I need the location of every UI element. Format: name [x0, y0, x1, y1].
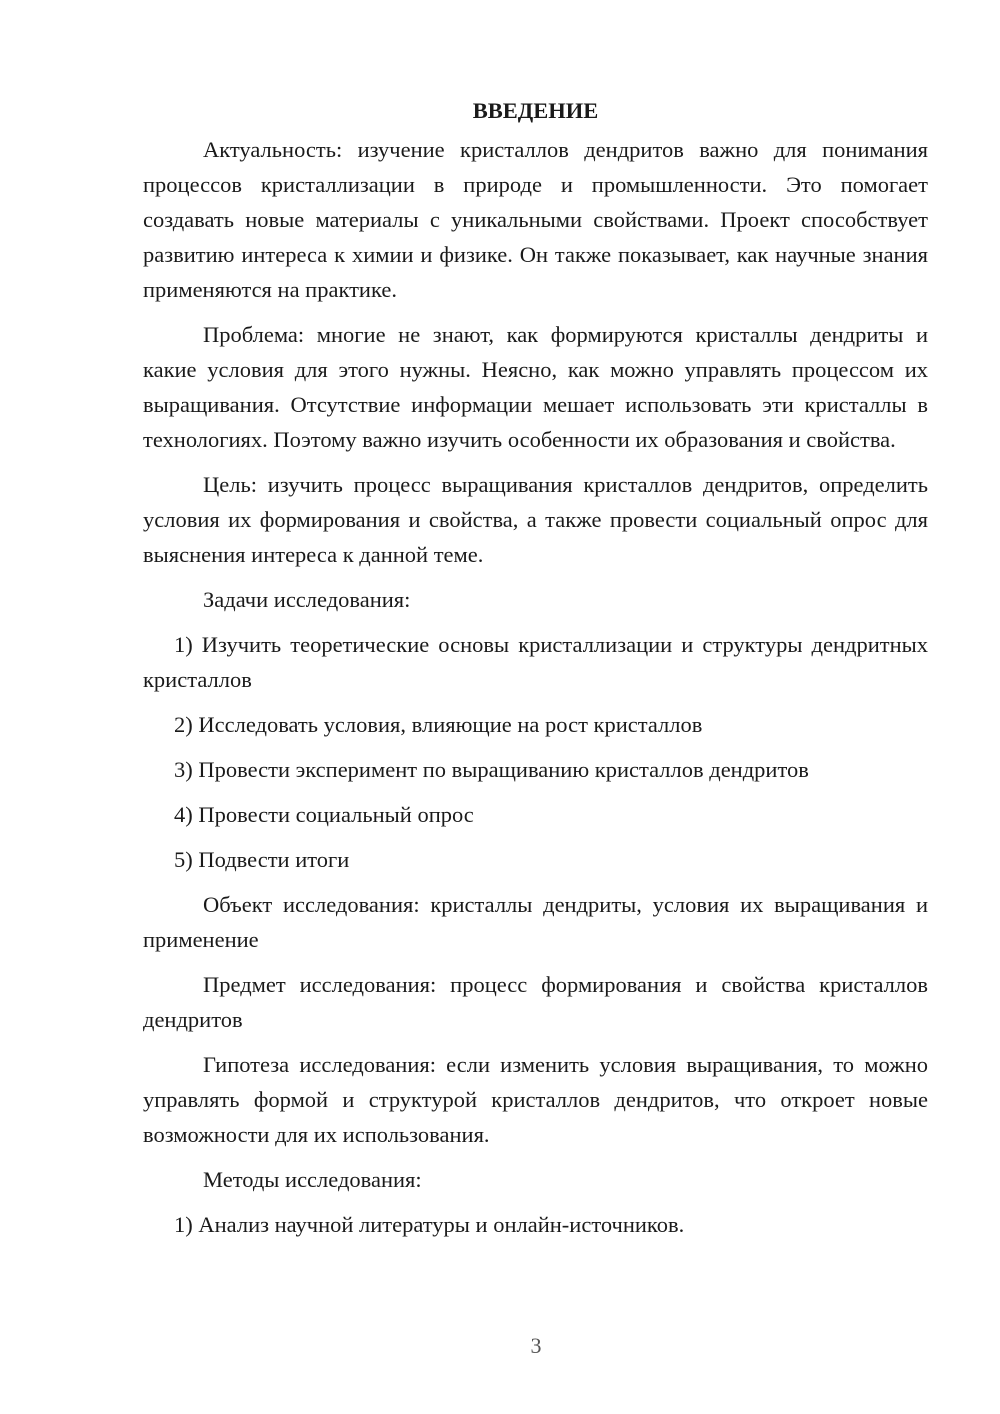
- task-item: 3) Провести эксперимент по выращиванию кристаллов дендритов: [174, 757, 809, 782]
- method-item: 1) Анализ научной литературы и онлайн-источников.: [174, 1212, 685, 1237]
- subject-paragraph: Предмет исследования: процесс формирования и свойства кристаллов дендритов: [143, 972, 928, 1032]
- methods-label: Методы исследования:: [203, 1167, 422, 1192]
- task-item: 2) Исследовать условия, влияющие на рост кристаллов: [174, 712, 703, 737]
- relevance-paragraph: Актуальность: изучение кристаллов дендритов важно для понимания процессов кристаллизации в природе и промышленности. Это помогает создавать новые материалы с уникальными свойствами. Проект способствует развитию интереса к химии и физике. Он также показывает, как научные знания применяются на практике.: [143, 137, 928, 302]
- tasks-label: Задачи исследования:: [203, 587, 411, 612]
- task-item: 4) Провести социальный опрос: [174, 802, 474, 827]
- task-item: 1) Изучить теоретические основы кристаллизации и структуры дендритных кристаллов: [143, 632, 928, 692]
- problem-paragraph: Проблема: многие не знают, как формируются кристаллы дендриты и какие условия для этого нужны. Неясно, как можно управлять процессом их выращивания. Отсутствие информации мешает использовать эти кристаллы в технологиях. Поэтому важно изучить особенности их образования и свойства.: [143, 322, 928, 452]
- task-item: 5) Подвести итоги: [174, 847, 350, 872]
- hypothesis-paragraph: Гипотеза исследования: если изменить условия выращивания, то можно управлять формой и структурой кристаллов дендритов, что откроет новые возможности для их использования.: [143, 1052, 928, 1147]
- page-number: 3: [530, 1333, 542, 1358]
- page-content: [143, 96, 928, 1252]
- object-paragraph: Объект исследования: кристаллы дендриты, условия их выращивания и применение: [143, 892, 928, 952]
- goal-paragraph: Цель: изучить процесс выращивания кристаллов дендритов, определить условия их формирования и свойства, а также провести социальный опрос для выяснения интереса к данной теме.: [143, 472, 928, 567]
- section-title: ВВЕДЕНИЕ: [472, 98, 599, 123]
